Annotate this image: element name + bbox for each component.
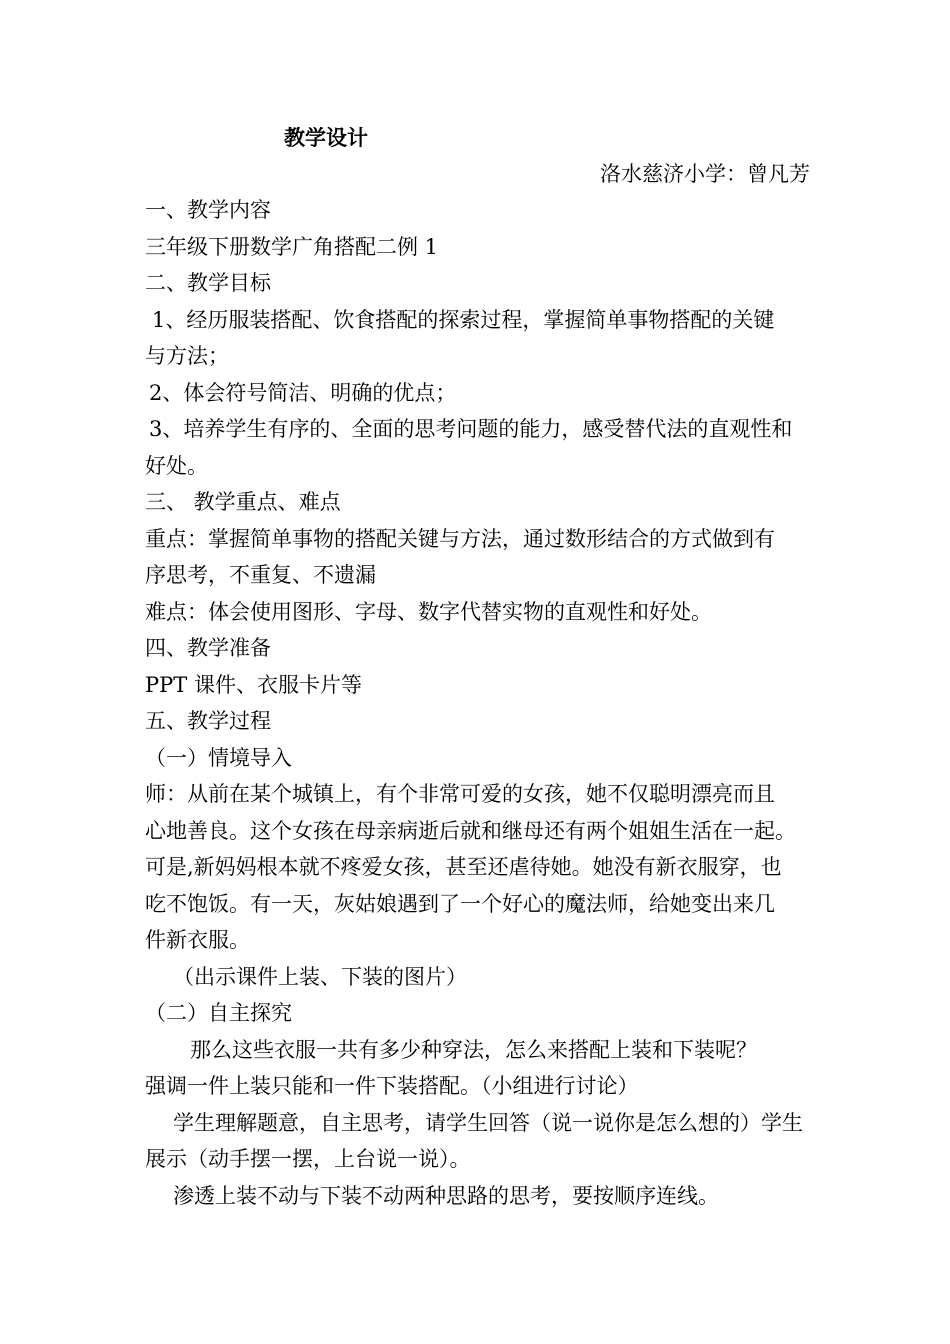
key-point-line-2: 序思考，不重复、不遗漏 [145, 563, 376, 587]
story-line-1: 师：从前在某个城镇上，有个非常可爱的女孩，她不仅聪明漂亮而且 [145, 782, 775, 806]
story-line-4: 吃不饱饭。有一天，灰姑娘遇到了一个好心的魔法师，给她变出来几 [145, 891, 775, 916]
document-title: 教学设计 [284, 125, 368, 150]
content-text: 三年级下册数学广角搭配二例 1 [145, 234, 439, 259]
section-heading-process: 五、教学过程 [145, 709, 271, 733]
subsection-explore: （二）自主探究 [145, 1001, 292, 1025]
section-heading-key-points: 三、 教学重点、难点 [145, 490, 341, 514]
student-line-1: 学生理解题意，自主思考，请学生回答（说一说你是怎么想的）学生 [173, 1110, 803, 1135]
section-heading-goals: 二、教学目标 [145, 271, 271, 295]
preparation-text: PPT 课件、衣服卡片等 [145, 672, 362, 697]
goal-2: 2、体会符号简洁、明确的优点； [149, 380, 457, 405]
section-heading-content: 一、教学内容 [145, 198, 271, 222]
key-point-line-1: 重点：掌握简单事物的搭配关键与方法，通过数形结合的方式做到有 [145, 526, 775, 551]
document-page [145, 120, 810, 1214]
story-line-5: 件新衣服。 [145, 928, 250, 952]
goal-3-line-2: 好处。 [145, 453, 208, 478]
explore-line-1: 那么这些衣服一共有多少种穿法，怎么来搭配上装和下装呢？ [190, 1037, 757, 1062]
subsection-intro: （一）情境导入 [145, 745, 292, 770]
infiltrate-line: 渗透上装不动与下装不动两种思路的思考，要按顺序连线。 [173, 1183, 719, 1208]
explore-line-2: 强调一件上装只能和一件下装搭配。（小组进行讨论） [145, 1074, 639, 1098]
show-slides-note: （出示课件上装、下装的图片） [173, 964, 467, 989]
difficulty-text: 难点：体会使用图形、字母、数字代替实物的直观性和好处。 [145, 599, 712, 624]
section-heading-preparation: 四、教学准备 [145, 636, 271, 660]
author-line: 洛水慈济小学：曾凡芳 [600, 162, 810, 186]
story-line-2: 心地善良。这个女孩在母亲病逝后就和继母还有两个姐姐生活在一起。 [145, 818, 796, 843]
story-line-3: 可是,新妈妈根本就不疼爱女孩，甚至还虐待她。她没有新衣服穿，也 [145, 855, 782, 879]
goal-1-line-1: 1、经历服装搭配、饮食搭配的探索过程，掌握简单事物搭配的关键 [152, 307, 775, 332]
goal-3-line-1: 3、培养学生有序的、全面的思考问题的能力，感受替代法的直观性和 [149, 417, 793, 441]
student-line-2: 展示（动手摆一摆，上台说一说）。 [145, 1147, 471, 1171]
goal-1-line-2: 与方法； [145, 344, 229, 368]
